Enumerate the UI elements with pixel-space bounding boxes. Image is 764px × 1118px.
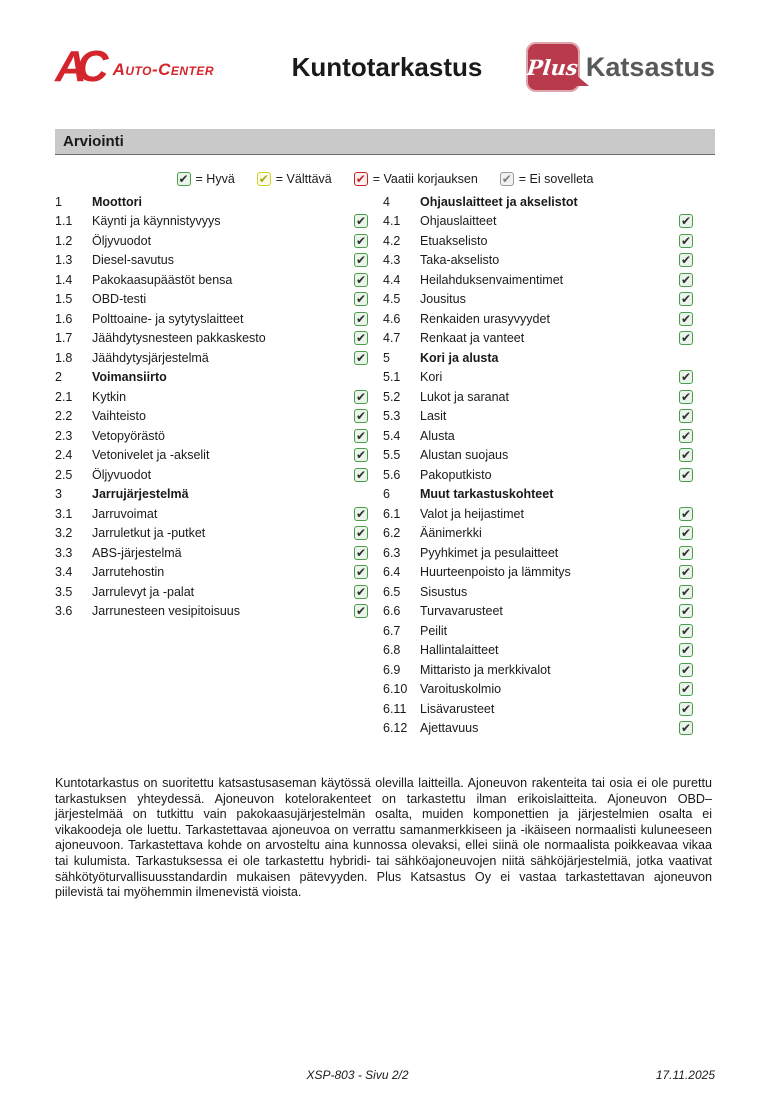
legend-item-label: = Välttävä [275,172,332,186]
item-label: Vetonivelet ja -akselit [92,448,210,463]
item-number: 4.7 [383,331,401,346]
status-checkbox-icon: ✔ [355,409,367,424]
item-number: 5 [383,350,390,365]
item-label: Turvavarusteet [420,604,503,619]
checklist-row [55,407,368,427]
checklist-row [55,368,368,388]
plus-badge-icon [526,42,580,92]
item-number: 6.6 [383,604,401,619]
status-checkbox-icon: ✔ [680,448,692,463]
item-label: Jäähdytysnesteen pakkaskesto [92,331,266,346]
status-checkbox-icon: ✔ [355,389,367,404]
speech-bubble-tail-icon [575,74,589,86]
auto-center-logo-name: Auto-Center [112,60,215,79]
status-checkbox-icon: ✔ [680,565,692,580]
checklist-row [55,309,368,329]
item-number: 3.1 [55,506,73,521]
item-number: 4.4 [383,272,401,287]
item-label: Varoituskolmio [420,682,502,697]
checklist-row [55,485,368,505]
item-label: Öljyvuodot [92,233,152,248]
item-number: 5.6 [383,467,401,482]
checklist-right-column [383,192,693,738]
checklist-row [55,231,368,251]
status-checkbox-icon: ✔ [680,389,692,404]
item-label: Pakoputkisto [420,467,492,482]
item-number: 1.8 [55,350,73,365]
checklist-row [55,602,368,622]
inspection-checklist [55,192,715,738]
checklist-row [383,251,693,271]
plus-badge-label: Plus [526,54,580,80]
item-number: 2.2 [55,409,73,424]
checklist-row [383,192,693,212]
item-label: Lisävarusteet [420,701,495,716]
checklist-row [55,348,368,368]
item-number: 6.2 [383,526,401,541]
checklist-row [55,387,368,407]
item-label: Sisustus [420,584,468,599]
item-number: 3.5 [55,584,73,599]
checklist-row [383,309,693,329]
status-checkbox-icon: ✔ [355,526,367,541]
item-label: Pakokaasupäästöt bensa [92,272,233,287]
item-label: Jarrutehostin [92,565,165,580]
status-checkbox-icon: ✔ [680,584,692,599]
status-checkbox-icon: ✔ [355,604,367,619]
status-checkbox-icon: ✔ [680,643,692,658]
item-label: Mittaristo ja merkkivalot [420,662,551,677]
item-number: 2.4 [55,448,73,463]
item-label: Jousitus [420,292,466,307]
item-label: Ajettavuus [420,721,479,736]
item-number: 4.3 [383,253,401,268]
item-number: 6.11 [383,701,407,716]
legend-item [354,172,478,186]
item-number: 3.3 [55,545,73,560]
katsastus-wordmark: Katsastus [585,51,715,82]
status-checkbox-icon: ✔ [680,311,692,326]
checklist-row [383,270,693,290]
item-label: Voimansiirto [92,370,167,385]
status-checkbox-icon: ✔ [680,292,692,307]
status-checkbox-icon: ✔ [680,682,692,697]
item-number: 4.1 [383,214,401,229]
item-number: 4.2 [383,233,401,248]
status-checkbox-icon: ✔ [355,233,367,248]
item-number: 1.1 [55,214,73,229]
item-label: Jarruvoimat [92,506,158,521]
status-checkbox-icon: ✔ [680,604,692,619]
footer-page-label: XSP-803 - Sivu 2/2 [306,1068,409,1082]
status-checkbox-icon: ✔ [355,172,366,186]
item-label: Kori ja alusta [420,350,499,365]
item-label: Vaihteisto [92,409,146,424]
auto-center-logo [55,42,255,91]
item-label: Jarrunesteen vesipitoisuus [92,604,240,619]
item-number: 4 [383,194,390,209]
status-checkbox-icon: ✔ [680,721,692,736]
item-number: 5.2 [383,389,401,404]
status-checkbox-icon: ✔ [680,701,692,716]
item-number: 6.3 [383,545,401,560]
item-number: 3.4 [55,565,73,580]
status-checkbox-icon: ✔ [355,448,367,463]
item-label: Muut tarkastuskohteet [420,487,554,502]
status-checkbox-icon: ✔ [355,331,367,346]
item-number: 6 [383,487,390,502]
status-checkbox-icon: ✔ [501,172,512,186]
checklist-row [55,446,368,466]
report-header [55,38,715,96]
status-checkbox-icon: ✔ [680,409,692,424]
plus-katsastus-logo [519,42,715,92]
item-number: 1.7 [55,331,73,346]
checklist-row [55,426,368,446]
item-label: Peilit [420,623,448,638]
checklist-row [55,251,368,271]
item-label: Lasit [420,409,447,424]
item-label: Ohjauslaitteet [420,214,497,229]
checklist-row [383,407,693,427]
item-label: Alusta [420,428,455,443]
item-number: 4.5 [383,292,401,307]
item-number: 1.5 [55,292,73,307]
status-checkbox-icon: ✔ [355,350,367,365]
item-number: 6.4 [383,565,401,580]
checklist-row [383,329,693,349]
checklist-row [55,212,368,232]
status-checkbox-icon: ✔ [680,214,692,229]
checklist-row [383,485,693,505]
item-label: Huurteenpoisto ja lämmitys [420,565,571,580]
status-checkbox-icon: ✔ [680,428,692,443]
status-checkbox-icon: ✔ [680,526,692,541]
status-checkbox-icon: ✔ [680,662,692,677]
checklist-row [383,680,693,700]
legend-item-label: = Hyvä [195,172,235,186]
checklist-row [383,524,693,544]
status-checkbox-icon: ✔ [355,428,367,443]
checklist-row [55,504,368,524]
checklist-row [55,290,368,310]
checklist-row [383,465,693,485]
status-checkbox-icon: ✔ [355,253,367,268]
item-number: 3.6 [55,604,73,619]
item-number: 6.9 [383,662,401,677]
item-label: Polttoaine- ja sytytyslaitteet [92,311,244,326]
item-number: 1.2 [55,233,73,248]
item-label: Jarrujärjestelmä [92,487,189,502]
checklist-row [55,582,368,602]
checklist-row [383,582,693,602]
checklist-row [55,563,368,583]
status-checkbox-icon: ✔ [680,331,692,346]
status-checkbox-icon: ✔ [680,272,692,287]
item-number: 1.4 [55,272,73,287]
item-label: Diesel-savutus [92,253,174,268]
item-number: 6.1 [383,506,401,521]
checklist-row [55,543,368,563]
checklist-row [383,446,693,466]
status-checkbox-icon: ✔ [355,292,367,307]
item-number: 6.8 [383,643,401,658]
status-checkbox-icon: ✔ [355,272,367,287]
item-number: 6.10 [383,682,408,697]
item-label: Hallintalaitteet [420,643,499,658]
status-checkbox-icon: ✔ [178,172,189,186]
checklist-row [383,621,693,641]
status-checkbox-icon: ✔ [680,233,692,248]
item-label: Äänimerkki [420,526,482,541]
legend-item [500,172,594,186]
checklist-row [383,212,693,232]
legend-item-label: = Ei sovelleta [518,172,594,186]
section-title: Arviointi [63,133,124,150]
checklist-left-column [55,192,368,738]
item-label: OBD-testi [92,292,147,307]
checklist-row [55,192,368,212]
item-label: Moottori [92,194,142,209]
checklist-row [383,660,693,680]
item-label: Lukot ja saranat [420,389,509,404]
status-checkbox-icon: ✔ [680,467,692,482]
status-checkbox-icon: ✔ [680,253,692,268]
item-label: Käynti ja käynnistyvyys [92,214,221,229]
status-checkbox-icon: ✔ [680,506,692,521]
checklist-row [55,465,368,485]
item-number: 6.12 [383,721,408,736]
item-label: ABS-järjestelmä [92,545,182,560]
checklist-row [383,602,693,622]
checklist-row [383,504,693,524]
status-checkbox-icon: ✔ [355,584,367,599]
item-label: Jäähdytysjärjestelmä [92,350,209,365]
item-number: 1 [55,194,62,209]
status-checkbox-icon: ✔ [258,172,269,186]
legend-item-label: = Vaatii korjauksen [372,172,478,186]
item-label: Alustan suojaus [420,448,509,463]
item-number: 2 [55,370,62,385]
checklist-row [383,563,693,583]
checklist-row [55,329,368,349]
status-legend [55,172,715,186]
status-checkbox-icon: ✔ [680,545,692,560]
status-checkbox-icon: ✔ [355,506,367,521]
status-checkbox-icon: ✔ [355,565,367,580]
item-number: 2.3 [55,428,73,443]
item-label: Jarruletkut ja -putket [92,526,206,541]
inspection-report-page [55,38,715,901]
item-number: 5.1 [383,370,401,385]
checklist-row [383,426,693,446]
status-checkbox-icon: ✔ [680,370,692,385]
item-number: 2.1 [55,389,73,404]
checklist-row [383,699,693,719]
section-title-bar [55,129,715,155]
item-number: 5.4 [383,428,401,443]
item-label: Renkaiden urasyvyydet [420,311,550,326]
item-number: 3 [55,487,62,502]
auto-center-logo-mark: AC [55,42,99,91]
item-label: Heilahduksenvaimentimet [420,272,564,287]
item-number: 5.3 [383,409,401,424]
item-label: Kytkin [92,389,127,404]
disclaimer-text: Kuntotarkastus on suoritettu katsastusaseman käytössä olevilla laitteilla. Ajoneuvon rakenteita tai osia ei ole purettu tarkastuksen yhteydessä. Ajoneuvon kotelorakenteet on tarkastettu ilman erikoislaitteita. Ajoneuvon OBD–järjestelmää on tutkittu vain pakokaasujärjestelmän osalta, muiden komponettien ja järjestelmien osalta ei vikakoodeja ole luettu. Tarkastettavaa ajoneuvoa on verrattu samanmerkkiseen ja -ikäiseen normaalisti kuluneeseen ajoneuvoon. Tarkastettava kohde on arvosteltu aina kunnossa olevaksi, ellei siinä ole normaalista poikkeavaa vikaa tai kulumista. Tarkastuksessa ei ole tarkastettu hybridi- tai sähköajoneuvojen niitä sähköjärjestelmiä, jotka vaativat sähkötyöturvallisuusstandardin mukaisen pätevyyden. Plus Katsastus Oy ei vastaa tarkastettavan ajoneuvon piilevistä tai myöhemmin ilmenevistä vioista. [55,776,712,900]
checklist-row [383,641,693,661]
checklist-row [55,524,368,544]
checklist-row [383,719,693,739]
item-label: Renkaat ja vanteet [420,331,525,346]
legend-item [177,172,235,186]
checklist-row [383,543,693,563]
checklist-row [383,387,693,407]
item-label: Valot ja heijastimet [420,506,524,521]
item-number: 1.6 [55,311,73,326]
legend-item [257,172,332,186]
item-label: Kori [420,370,443,385]
footer-date: 17.11.2025 [655,1068,715,1082]
status-checkbox-icon: ✔ [355,467,367,482]
item-number: 1.3 [55,253,73,268]
checklist-row [383,348,693,368]
item-label: Etuakselisto [420,233,488,248]
item-label: Ohjauslaitteet ja akselistot [420,194,578,209]
item-number: 3.2 [55,526,73,541]
item-label: Pyyhkimet ja pesulaitteet [420,545,559,560]
item-number: 6.7 [383,623,401,638]
checklist-row [383,231,693,251]
page-title: Kuntotarkastus [291,51,483,82]
item-number: 6.5 [383,584,401,599]
status-checkbox-icon: ✔ [355,311,367,326]
checklist-row [383,290,693,310]
item-label: Jarrulevyt ja -palat [92,584,195,599]
item-label: Vetopyörästö [92,428,165,443]
item-label: Taka-akselisto [420,253,500,268]
status-checkbox-icon: ✔ [355,545,367,560]
checklist-row [383,368,693,388]
item-number: 5.5 [383,448,401,463]
item-label: Öljyvuodot [92,467,152,482]
item-number: 4.6 [383,311,401,326]
status-checkbox-icon: ✔ [355,214,367,229]
status-checkbox-icon: ✔ [680,623,692,638]
checklist-row [55,270,368,290]
item-number: 2.5 [55,467,73,482]
